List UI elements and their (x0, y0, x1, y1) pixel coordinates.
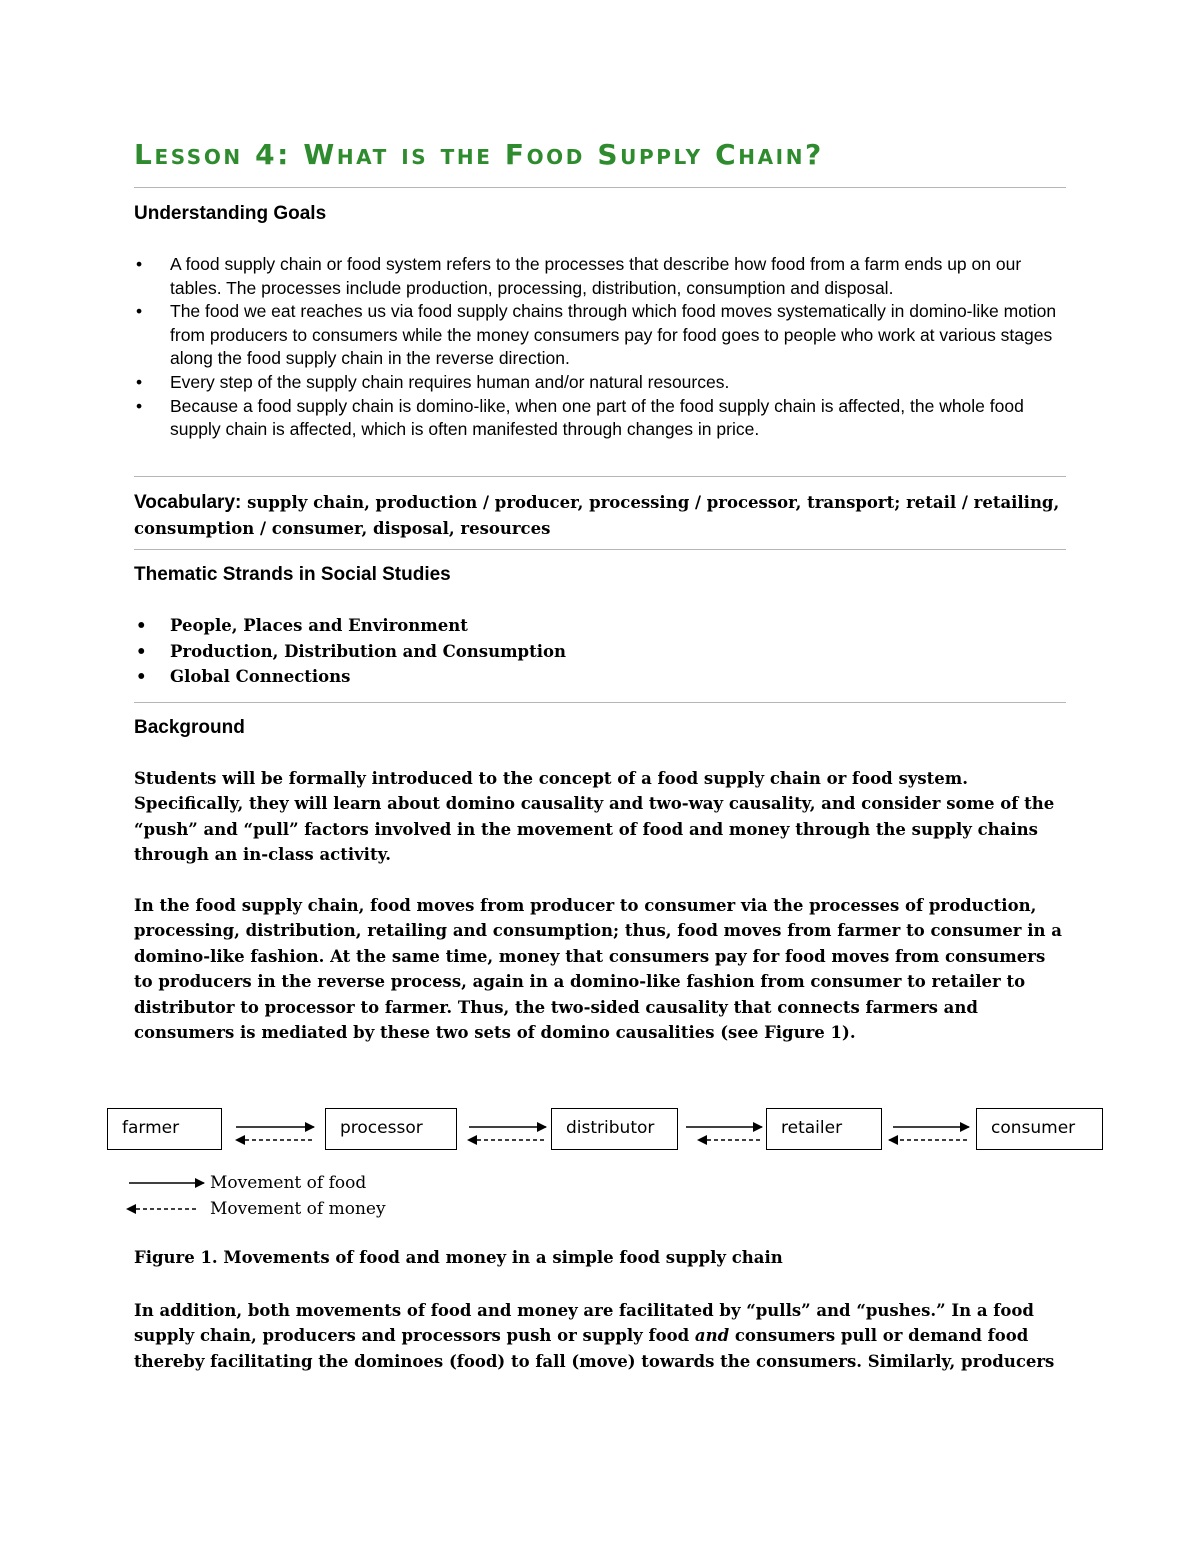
strand-item: • Production, Distribution and Consumption (134, 639, 1069, 665)
lesson-title: Lesson 4: What is the Food Supply Chain? (134, 138, 824, 171)
goal-item: • Every step of the supply chain requires human and/or natural resources. (134, 371, 1069, 395)
legend-money-label: Movement of money (210, 1199, 386, 1219)
paragraph3-emphasis: and (694, 1326, 730, 1346)
legend-food-label: Movement of food (210, 1173, 367, 1193)
goal-item: • Because a food supply chain is domino-like, when one part of the food supply chain is affected, the whole food supply chain is affected, which is often manifested through changes in price. (134, 395, 1069, 442)
paragraph3-text-cont: consumers pull or demand food thereby facilitating the dominoes (food) to fall (move) towards the consumers. Similarly, producers (134, 1326, 1055, 1371)
thematic-strands-heading: Thematic Strands in Social Studies (134, 564, 451, 585)
background-paragraph-3 (134, 1298, 1069, 1374)
node-distributor: distributor (551, 1108, 678, 1150)
strand-item: • Global Connections (134, 664, 1069, 690)
background-paragraph-2: In the food supply chain, food moves from producer to consumer via the processes of production, processing, distribution, retailing and consumption; thus, food moves from farmer to consumer in a domino-like fashion. At the same time, money that consumers pay for food moves from consumers to producers in the reverse process, again in a domino-like fashion from consumer to retailer to distributor to processor to farmer. Thus, the two-sided causality that connects farmers and consumers is mediated by these two sets of domino causalities (see Figure 1). (134, 896, 1062, 1043)
goal-item: • The food we eat reaches us via food supply chains through which food moves systematically in domino-like motion from producers to consumers while the money consumers pay for food goes to people who work at various stages along the food supply chain in the reverse direction. (134, 300, 1069, 371)
node-retailer: retailer (766, 1108, 882, 1150)
node-farmer: farmer (107, 1108, 222, 1150)
paragraph3-text: In addition, both movements of food and money are facilitated by “pulls” and “pushes.” In a food supply chain, producers and processors push or supply food (134, 1301, 1034, 1346)
understanding-goals-heading: Understanding Goals (134, 203, 327, 224)
vocabulary-terms: supply chain, production / producer, processing / processor, transport; retail / retailing, consumption / consumer, disposal, resources (134, 493, 1060, 538)
goal-item: • A food supply chain or food system refers to the processes that describe how food from a farm ends up on our tables. The processes include production, processing, distribution, consumption and disposal. (134, 253, 1069, 300)
background-paragraph-1: Students will be formally introduced to the concept of a food supply chain or food system. Specifically, they will learn about domino causality and two-way causality, and consider some of the “push” and “pull” factors involved in the movement of food and money through the supply chains through an in-class activity. (134, 769, 1055, 865)
node-processor: processor (325, 1108, 457, 1150)
strand-item: • People, Places and Environment (134, 613, 1069, 639)
node-consumer: consumer (976, 1108, 1103, 1150)
vocabulary-label: Vocabulary: (134, 492, 242, 513)
figure-caption: Figure 1. Movements of food and money in a simple food supply chain (134, 1248, 783, 1267)
background-heading: Background (134, 717, 245, 738)
